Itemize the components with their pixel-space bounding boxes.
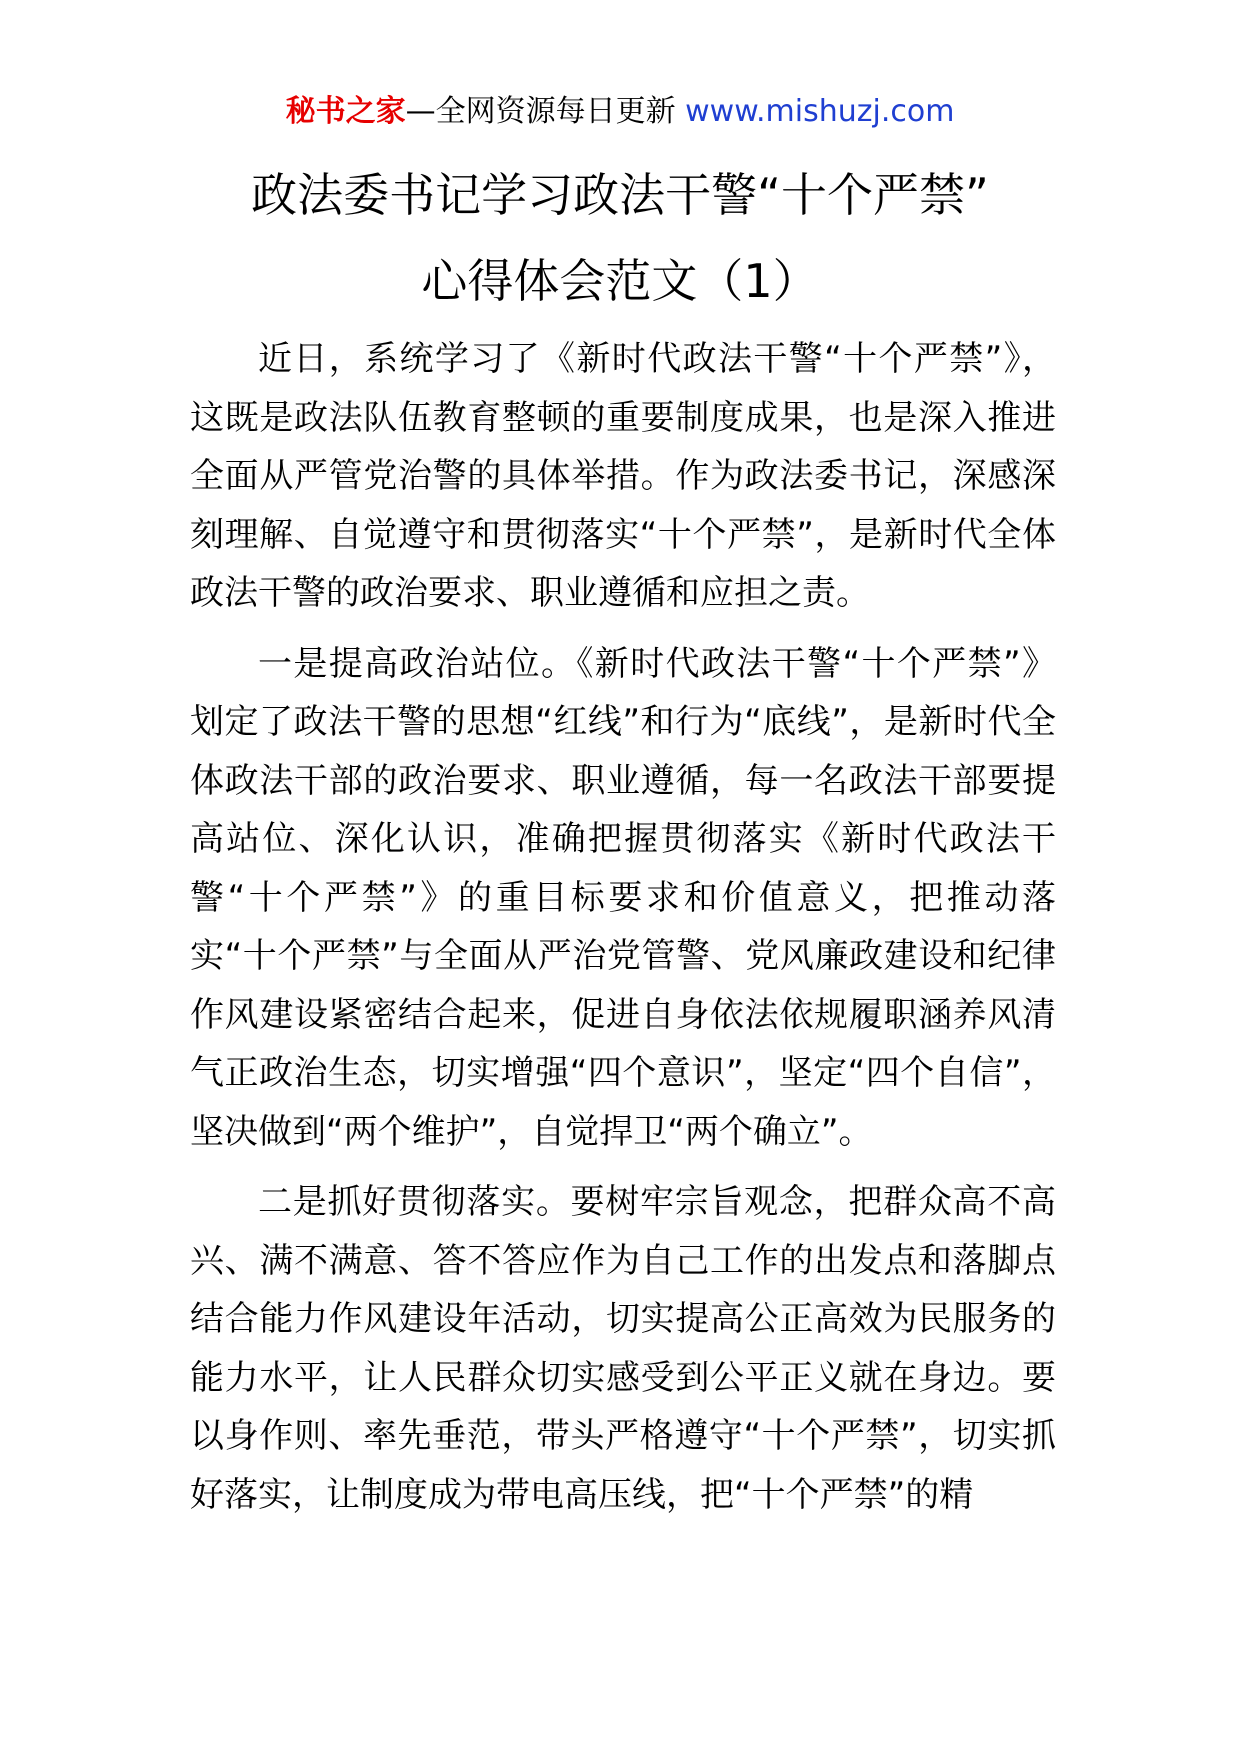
site-tagline: —全网资源每日更新 bbox=[405, 94, 686, 129]
paragraph-point-2: 二是抓好贯彻落实。要树牢宗旨观念，把群众高不高兴、满不满意、答不答应作为自己工作的出发点和落脚点结合能力作风建设年活动，切实提高公正高效为民服务的能力水平，让人民群众切实感受到公平正义就在身边。要以身作则、率先垂范，带头严格遵守“十个严禁”，切实抓好落实，让制度成为带电高压线，把“十个严禁”的精 bbox=[190, 1182, 1056, 1515]
site-url-link[interactable]: www.mishuzj.com bbox=[685, 94, 955, 129]
page-title-line-2: 心得体会范文（1） bbox=[421, 254, 819, 308]
document-body bbox=[190, 330, 1056, 1536]
site-brand: 秘书之家 bbox=[285, 94, 406, 129]
site-header bbox=[0, 92, 1240, 132]
paragraph-intro: 近日，系统学习了《新时代政法干警“十个严禁”》，这既是政法队伍教育整顿的重要制度成果，也是深入推进全面从严管党治警的具体举措。作为政法委书记，深感深刻理解、自觉遵守和贯彻落实“十个严禁”，是新时代全体政法干警的政治要求、职业遵循和应担之责。 bbox=[190, 339, 1056, 613]
paragraph-point-1: 一是提高政治站位。《新时代政法干警“十个严禁”》划定了政法干警的思想“红线”和行为“底线”，是新时代全体政法干部的政治要求、职业遵循，每一名政法干部要提高站位、深化认识，准确把握贯彻落实《新时代政法干警“十个严禁”》的重目标要求和价值意义，把推动落实“十个严禁”与全面从严治党管警、党风廉政建设和纪律作风建设紧密结合起来，促进自身依法依规履职涵养风清气正政治生态，切实增强“四个意识”，坚定“四个自信”，坚决做到“两个维护”，自觉捍卫“两个确立”。 bbox=[190, 643, 1056, 1152]
page-title-line-1: 政法委书记学习政法干警“十个严禁” bbox=[251, 168, 989, 222]
